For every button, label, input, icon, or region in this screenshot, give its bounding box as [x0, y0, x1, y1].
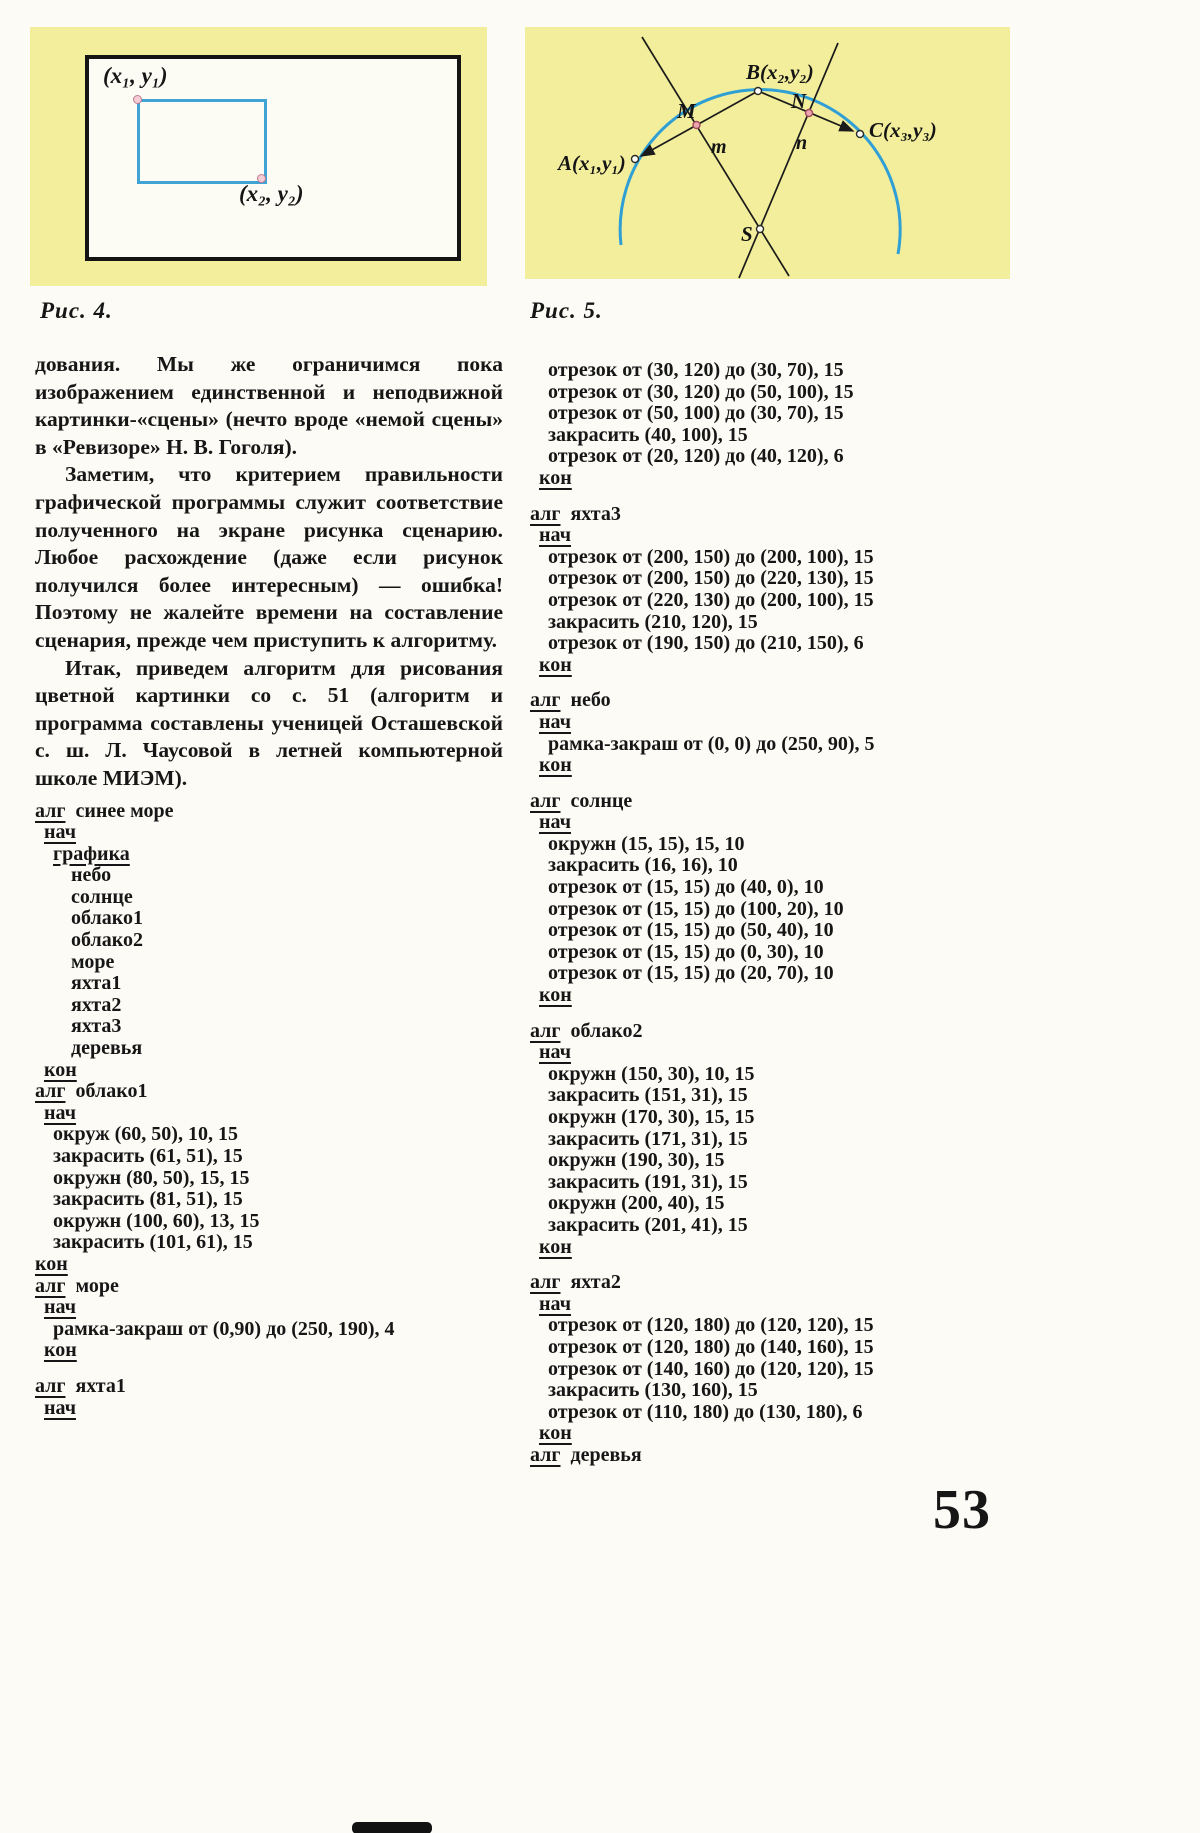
- code-blank-line: [530, 676, 992, 690]
- code-keyword: кон: [44, 1058, 77, 1081]
- code-text: яхта3: [71, 1015, 122, 1038]
- code-line: [530, 446, 992, 468]
- code-text: небо: [71, 864, 112, 887]
- paragraph: дования. Мы же ограничимся пока изображением единственной и неподвижной картинки-«сцены» (нечто вроде «немой сцены» в «Ревизоре» Н. В. Гоголя).: [35, 352, 503, 459]
- code-line: [530, 547, 992, 569]
- code-text: закрасить (101, 61), 15: [53, 1231, 253, 1254]
- code-text: отрезок от (15, 15) до (0, 30), 10: [548, 940, 824, 963]
- code-text: отрезок от (220, 130) до (200, 100), 15: [548, 588, 874, 611]
- code-line: [530, 1294, 992, 1316]
- code-line: [530, 712, 992, 734]
- code-line: [35, 1376, 503, 1398]
- code-keyword: кон: [539, 466, 572, 489]
- code-line: [35, 995, 503, 1017]
- code-text: рамка-закраш от (0,90) до (250, 190), 4: [53, 1317, 395, 1340]
- figure-4-caption: Рис. 4.: [40, 298, 113, 323]
- body-paragraphs: [35, 351, 503, 793]
- code-line: [530, 1129, 992, 1151]
- point-S: [757, 226, 764, 233]
- code-keyword: графика: [53, 842, 130, 865]
- code-text: облако1: [71, 907, 143, 930]
- label-C: C(x₃,y₃): [869, 118, 937, 142]
- label-A: A(x₁,y₁): [558, 151, 626, 175]
- paragraph: Итак, приведем алгоритм для рисования цветной картинки со с. 51 (алгоритм и программа составлены ученицей Осташевской с. ш. Л. Чаусовой в летней компьютерной школе МИЭМ).: [35, 655, 503, 790]
- code-line: [530, 1445, 992, 1467]
- code-line: [530, 1215, 992, 1237]
- code-text: облако2: [560, 1019, 643, 1042]
- point-N: [806, 110, 813, 117]
- code-line: [530, 1423, 992, 1445]
- code-line: [530, 791, 992, 813]
- code-line: [35, 1340, 503, 1362]
- label-B: B(x₂,y₂): [746, 60, 814, 84]
- label-N: N: [791, 89, 807, 113]
- code-line: [530, 1315, 992, 1337]
- code-keyword: нач: [44, 1101, 77, 1124]
- algorithm-listing-left: [35, 801, 503, 1420]
- left-column: [35, 351, 503, 1419]
- code-line: [530, 504, 992, 526]
- code-line: [530, 690, 992, 712]
- code-line: [530, 734, 992, 756]
- figure-5-diagram: [525, 27, 1010, 279]
- code-text: рамка-закраш от (0, 0) до (250, 90), 5: [548, 732, 875, 755]
- code-keyword: алг: [530, 1443, 561, 1466]
- code-line: [35, 1016, 503, 1038]
- code-line: [530, 899, 992, 921]
- code-line: [35, 1398, 503, 1420]
- code-line: [530, 834, 992, 856]
- code-keyword: кон: [539, 1422, 572, 1445]
- code-text: окружн (200, 40), 15: [548, 1192, 725, 1215]
- point-B: [755, 88, 762, 95]
- code-text: закрасить (40, 100), 15: [548, 423, 748, 446]
- code-text: яхта1: [71, 972, 122, 995]
- code-line: [530, 985, 992, 1007]
- code-line: [35, 865, 503, 887]
- code-text: закрасить (191, 31), 15: [548, 1170, 748, 1193]
- code-line: [35, 1060, 503, 1082]
- code-keyword: кон: [539, 984, 572, 1007]
- code-text: окружн (80, 50), 15, 15: [53, 1166, 250, 1189]
- code-text: отрезок от (140, 160) до (120, 120), 15: [548, 1357, 874, 1380]
- code-line: [530, 1193, 992, 1215]
- code-keyword: алг: [530, 789, 561, 812]
- code-keyword: алг: [530, 689, 561, 712]
- code-line: [530, 1402, 992, 1424]
- code-line: [35, 952, 503, 974]
- code-keyword: нач: [44, 1296, 77, 1319]
- code-text: небо: [560, 689, 611, 712]
- code-text: отрезок от (200, 150) до (220, 130), 15: [548, 567, 874, 590]
- code-line: [530, 1021, 992, 1043]
- code-line: [530, 590, 992, 612]
- code-text: окруж (60, 50), 10, 15: [53, 1123, 238, 1146]
- code-text: отрезок от (15, 15) до (50, 40), 10: [548, 919, 834, 942]
- code-text: деревья: [71, 1037, 143, 1060]
- code-text: отрезок от (120, 180) до (140, 160), 15: [548, 1335, 874, 1358]
- code-blank-line: [530, 490, 992, 504]
- code-text: море: [71, 950, 115, 973]
- code-keyword: нач: [539, 811, 572, 834]
- code-line: [35, 1319, 503, 1341]
- code-line: [530, 755, 992, 777]
- code-line: [530, 1085, 992, 1107]
- code-keyword: нач: [44, 821, 77, 844]
- label-vector-m: m⃗: [711, 136, 743, 158]
- code-line: [530, 855, 992, 877]
- code-line: [35, 801, 503, 823]
- code-text: окружн (150, 30), 10, 15: [548, 1062, 755, 1085]
- code-line: [530, 920, 992, 942]
- code-text: отрезок от (120, 180) до (120, 120), 15: [548, 1314, 874, 1337]
- code-keyword: алг: [530, 502, 561, 525]
- code-line: [35, 1276, 503, 1298]
- code-line: [35, 1103, 503, 1125]
- code-text: яхта1: [65, 1374, 126, 1397]
- code-line: [530, 1150, 992, 1172]
- code-text: окружн (170, 30), 15, 15: [548, 1106, 755, 1128]
- code-text: закрасить (81, 51), 15: [53, 1188, 243, 1211]
- code-text: закрасить (171, 31), 15: [548, 1127, 748, 1150]
- code-keyword: алг: [530, 1271, 561, 1294]
- right-column: [530, 352, 992, 1467]
- figure-4-panel: [30, 27, 487, 286]
- code-line: [35, 1232, 503, 1254]
- code-line: [530, 403, 992, 425]
- code-text: отрезок от (15, 15) до (100, 20), 10: [548, 897, 844, 920]
- label-vector-n: n⃗: [796, 132, 823, 154]
- code-text: облако1: [65, 1080, 148, 1103]
- code-keyword: алг: [35, 799, 66, 822]
- code-text: солнце: [560, 789, 633, 812]
- code-keyword: нач: [539, 524, 572, 547]
- blue-rectangle: [137, 99, 267, 184]
- code-line: [530, 525, 992, 547]
- code-text: закрасить (151, 31), 15: [548, 1084, 748, 1107]
- code-line: [35, 822, 503, 844]
- code-keyword: нач: [44, 1396, 77, 1419]
- code-line: [35, 844, 503, 866]
- code-keyword: алг: [35, 1080, 66, 1103]
- code-line: [530, 1380, 992, 1402]
- code-line: [530, 942, 992, 964]
- code-line: [530, 655, 992, 677]
- code-line: [530, 1042, 992, 1064]
- figure-5-caption: Рис. 5.: [530, 298, 603, 323]
- code-text: яхта2: [560, 1271, 621, 1294]
- code-text: облако2: [71, 929, 143, 952]
- code-line: [530, 360, 992, 382]
- label-x2y2: (x₂, y₂): [239, 181, 304, 206]
- code-keyword: алг: [35, 1274, 66, 1297]
- figure-4-frame: [85, 55, 461, 261]
- code-line: [530, 963, 992, 985]
- code-keyword: кон: [539, 754, 572, 777]
- code-text: деревья: [560, 1443, 642, 1466]
- code-text: окружн (190, 30), 15: [548, 1149, 725, 1172]
- code-line: [35, 1081, 503, 1103]
- code-text: отрезок от (30, 120) до (30, 70), 15: [548, 359, 844, 381]
- code-line: [530, 1064, 992, 1086]
- label-x1y1: (x₁, y₁): [103, 63, 168, 88]
- paragraph: Заметим, что критерием правильности графической программы служит соответствие полученного на экране рисунка сценарию. Любое расхождение (даже если рисунок получился более интересным) — ошибка! Поэтому не жалейте времени на составление сценария, прежде чем приступить к алгоритму.: [35, 462, 503, 652]
- code-keyword: кон: [539, 1235, 572, 1258]
- code-keyword: кон: [44, 1339, 77, 1362]
- code-line: [35, 1038, 503, 1060]
- page-number: 53: [933, 1479, 991, 1541]
- code-text: закрасить (210, 120), 15: [548, 610, 758, 633]
- code-text: отрезок от (50, 100) до (30, 70), 15: [548, 402, 844, 425]
- code-text: отрезок от (190, 150) до (210, 150), 6: [548, 632, 864, 655]
- code-keyword: кон: [539, 653, 572, 676]
- code-text: отрезок от (110, 180) до (130, 180), 6: [548, 1400, 863, 1423]
- code-line: [530, 1172, 992, 1194]
- label-S: S: [741, 222, 753, 246]
- code-text: отрезок от (30, 120) до (50, 100), 15: [548, 380, 854, 403]
- code-line: [530, 425, 992, 447]
- code-line: [35, 1254, 503, 1276]
- code-text: закрасить (201, 41), 15: [548, 1213, 748, 1236]
- code-line: [530, 877, 992, 899]
- code-line: [35, 1189, 503, 1211]
- code-blank-line: [35, 1362, 503, 1376]
- code-text: закрасить (130, 160), 15: [548, 1379, 758, 1402]
- code-line: [35, 1124, 503, 1146]
- code-blank-line: [530, 1007, 992, 1021]
- code-line: [530, 633, 992, 655]
- code-text: отрезок от (15, 15) до (20, 70), 10: [548, 962, 834, 985]
- code-text: отрезок от (20, 120) до (40, 120), 6: [548, 445, 844, 468]
- code-line: [530, 468, 992, 490]
- code-line: [35, 1146, 503, 1168]
- code-line: [35, 930, 503, 952]
- code-line: [530, 382, 992, 404]
- code-text: море: [65, 1274, 119, 1297]
- code-line: [35, 1168, 503, 1190]
- code-line: [530, 1359, 992, 1381]
- code-line: [530, 612, 992, 634]
- code-text: отрезок от (15, 15) до (40, 0), 10: [548, 876, 824, 899]
- code-line: [35, 973, 503, 995]
- code-line: [35, 1211, 503, 1233]
- code-line: [35, 908, 503, 930]
- code-keyword: нач: [539, 1041, 572, 1064]
- code-line: [530, 1337, 992, 1359]
- code-line: [35, 887, 503, 909]
- code-keyword: нач: [539, 1292, 572, 1315]
- code-line: [530, 1272, 992, 1294]
- algorithm-listing-right: [530, 360, 992, 1467]
- code-text: яхта3: [560, 502, 621, 525]
- code-text: закрасить (61, 51), 15: [53, 1145, 243, 1167]
- code-text: окружн (100, 60), 13, 15: [53, 1209, 260, 1232]
- code-keyword: нач: [539, 710, 572, 733]
- code-line: [530, 568, 992, 590]
- code-text: яхта2: [71, 993, 122, 1016]
- corner-point-top-left: [133, 95, 142, 104]
- figure-5-panel: [525, 27, 1010, 279]
- code-text: синее море: [65, 799, 174, 822]
- code-text: окружн (15, 15), 15, 10: [548, 832, 745, 855]
- code-line: [530, 812, 992, 834]
- code-text: закрасить (16, 16), 10: [548, 854, 738, 877]
- code-keyword: алг: [530, 1019, 561, 1042]
- code-blank-line: [530, 777, 992, 791]
- code-line: [530, 1107, 992, 1129]
- point-A: [632, 156, 639, 163]
- label-M: M: [677, 99, 696, 123]
- code-blank-line: [530, 1258, 992, 1272]
- scan-artifact-mark: [352, 1822, 432, 1833]
- code-text: солнце: [71, 885, 133, 908]
- code-keyword: кон: [35, 1252, 68, 1275]
- code-text: отрезок от (200, 150) до (200, 100), 15: [548, 545, 874, 568]
- code-line: [530, 1237, 992, 1259]
- point-C: [857, 131, 864, 138]
- code-line: [35, 1297, 503, 1319]
- code-keyword: алг: [35, 1374, 66, 1397]
